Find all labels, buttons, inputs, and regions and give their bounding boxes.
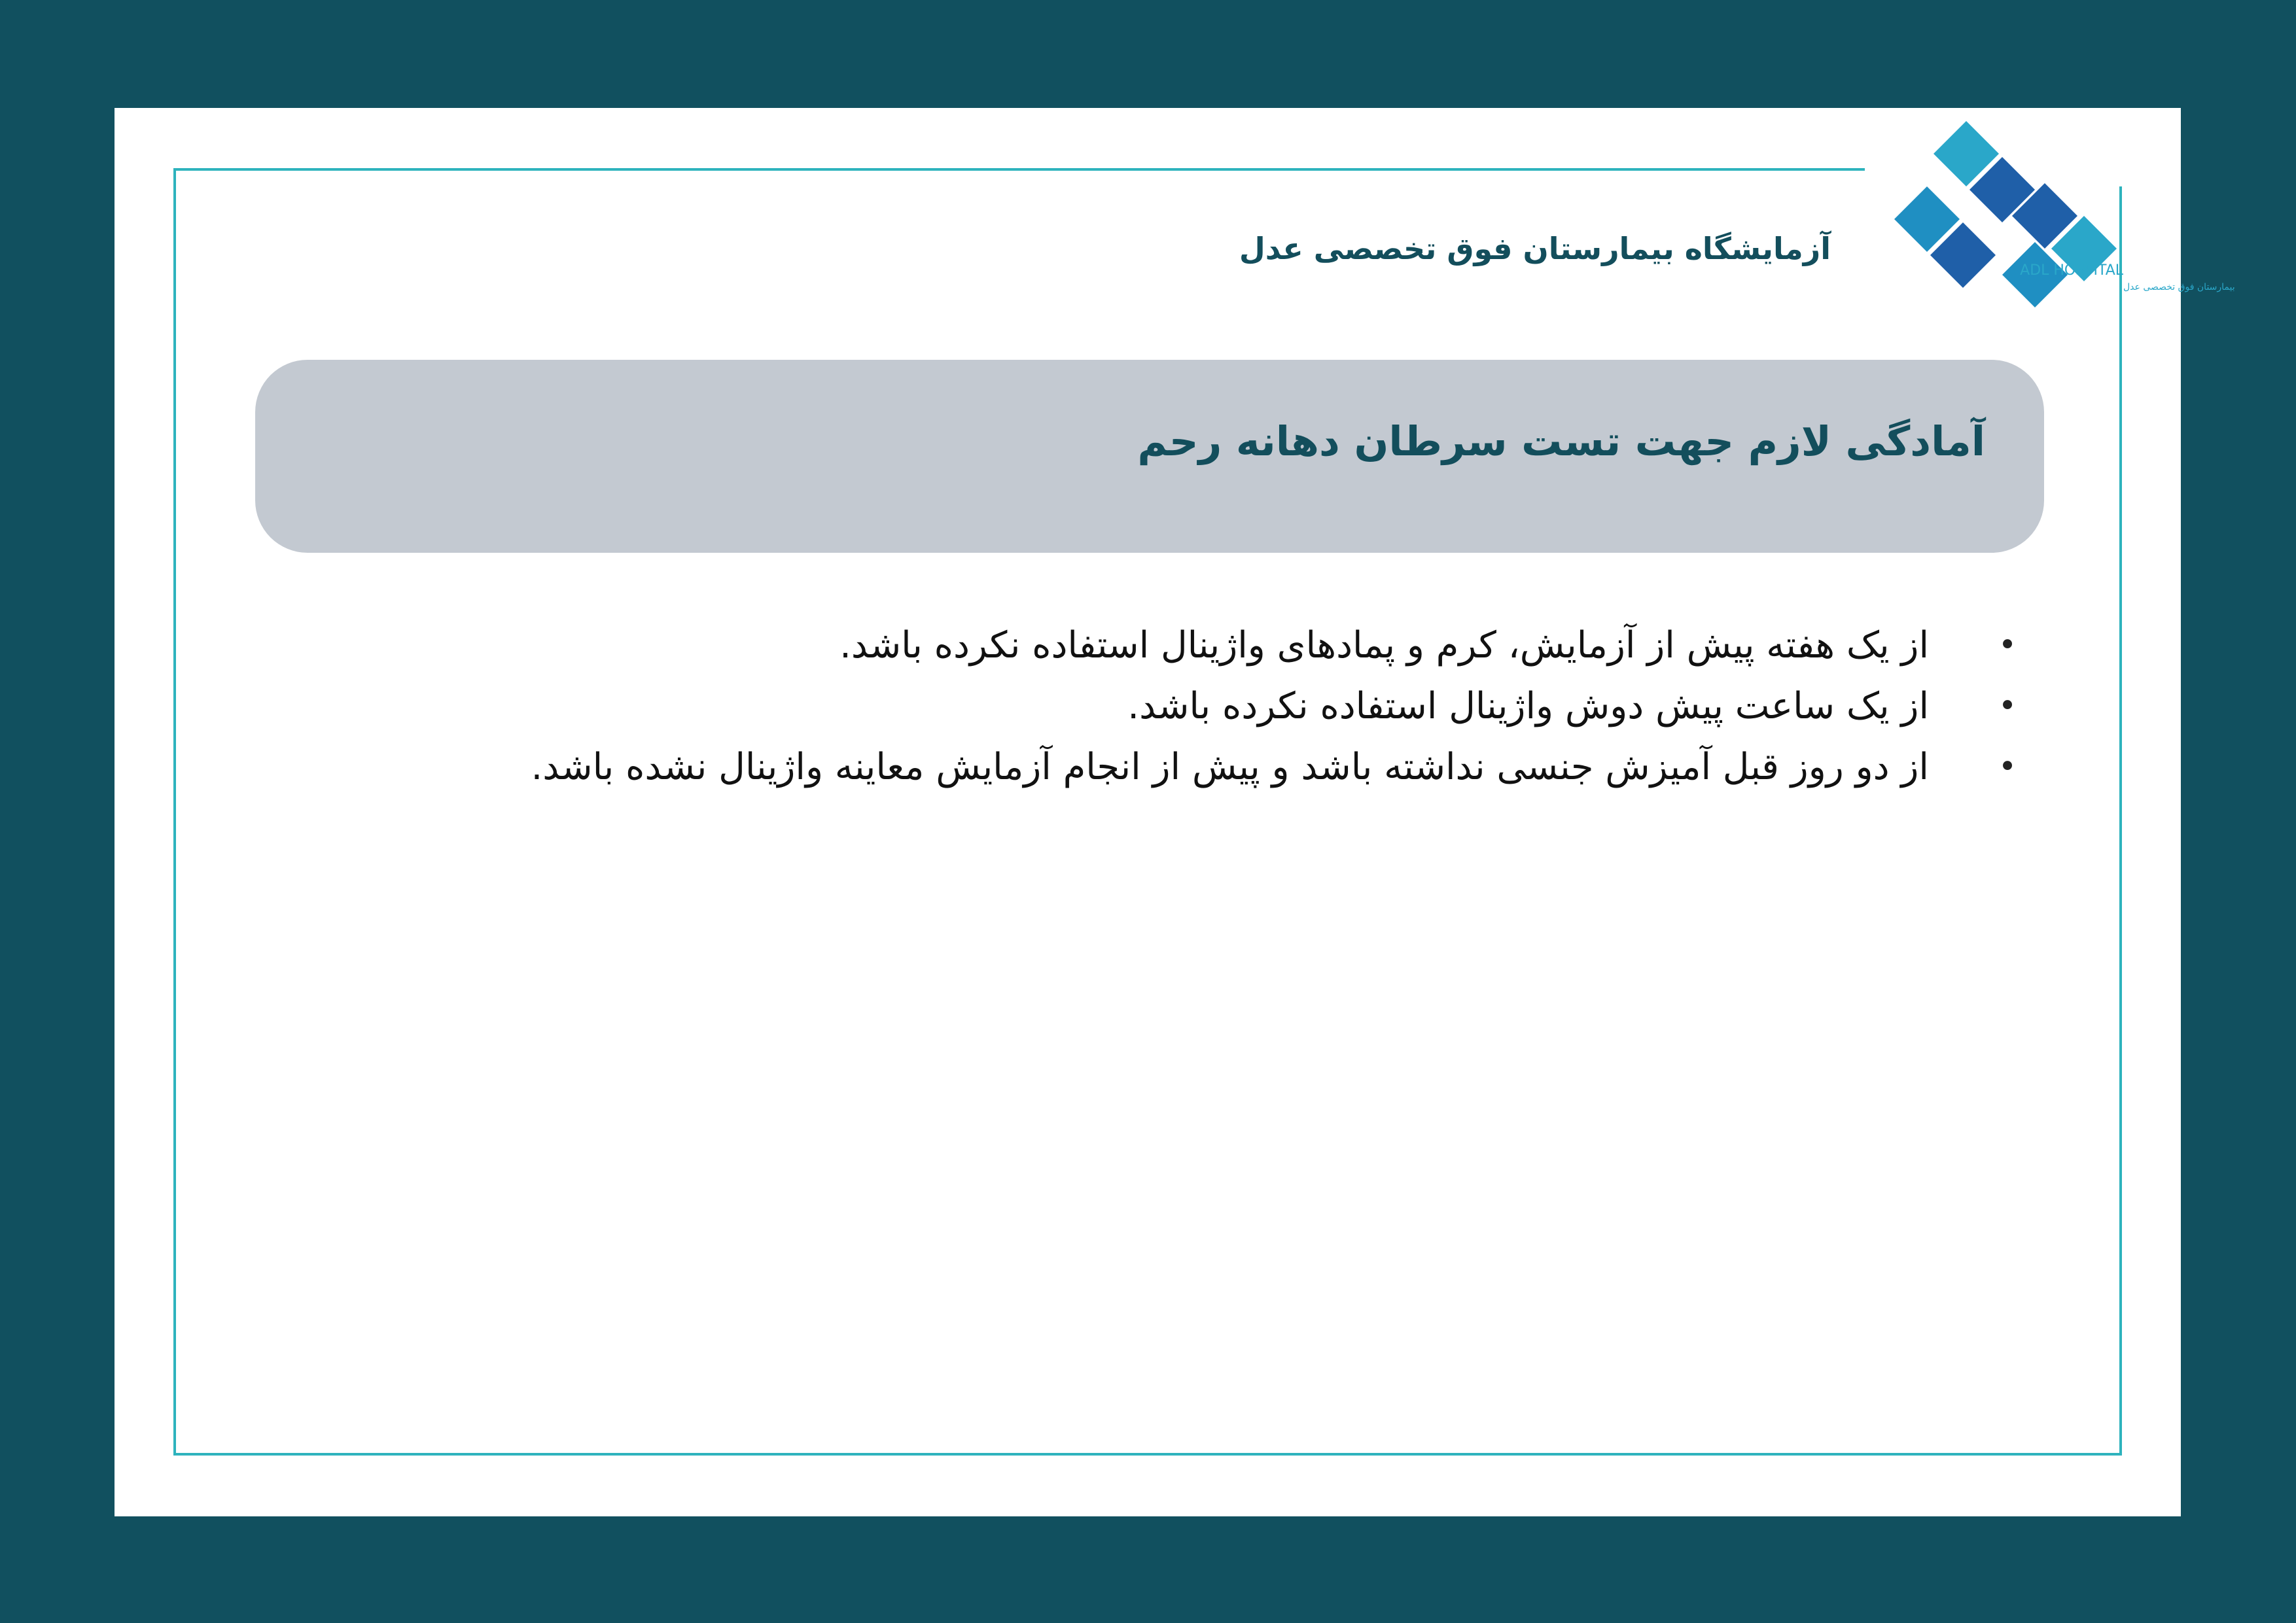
instruction-item [531, 737, 2021, 797]
bullet-icon: • [1998, 748, 2017, 785]
logo-text-en: ADL HOSPITAL [2020, 262, 2123, 279]
instruction-text: از دو روز قبل آمیزش جنسی نداشته باشد و پیش از انجام آزمایش معاینه واژینال نشده باشد. [531, 746, 1929, 788]
document-page [115, 108, 2235, 1516]
hospital-logo-icon [1868, 108, 2235, 324]
bullet-icon: • [1998, 627, 2017, 663]
instruction-item [531, 615, 2021, 676]
hospital-logo [1868, 108, 2235, 324]
title-box [255, 360, 2044, 553]
logo-text-fa: بیمارستان فوق تخصصی عدل [2123, 282, 2235, 292]
page-title: آمادگی لازم جهت تست سرطان دهانه رحم [1137, 417, 1985, 465]
bullet-icon: • [1998, 688, 2017, 724]
lab-name: آزمایشگاه بیمارستان فوق تخصصی عدل [1239, 231, 1831, 266]
instruction-item [531, 676, 2021, 737]
instruction-text: از یک هفته پیش از آزمایش، کرم و پمادهای واژینال استفاده نکرده باشد. [839, 624, 1929, 667]
instruction-list [531, 615, 2021, 797]
instruction-text: از یک ساعت پیش دوش واژینال استفاده نکرده باشد. [1127, 685, 1929, 727]
